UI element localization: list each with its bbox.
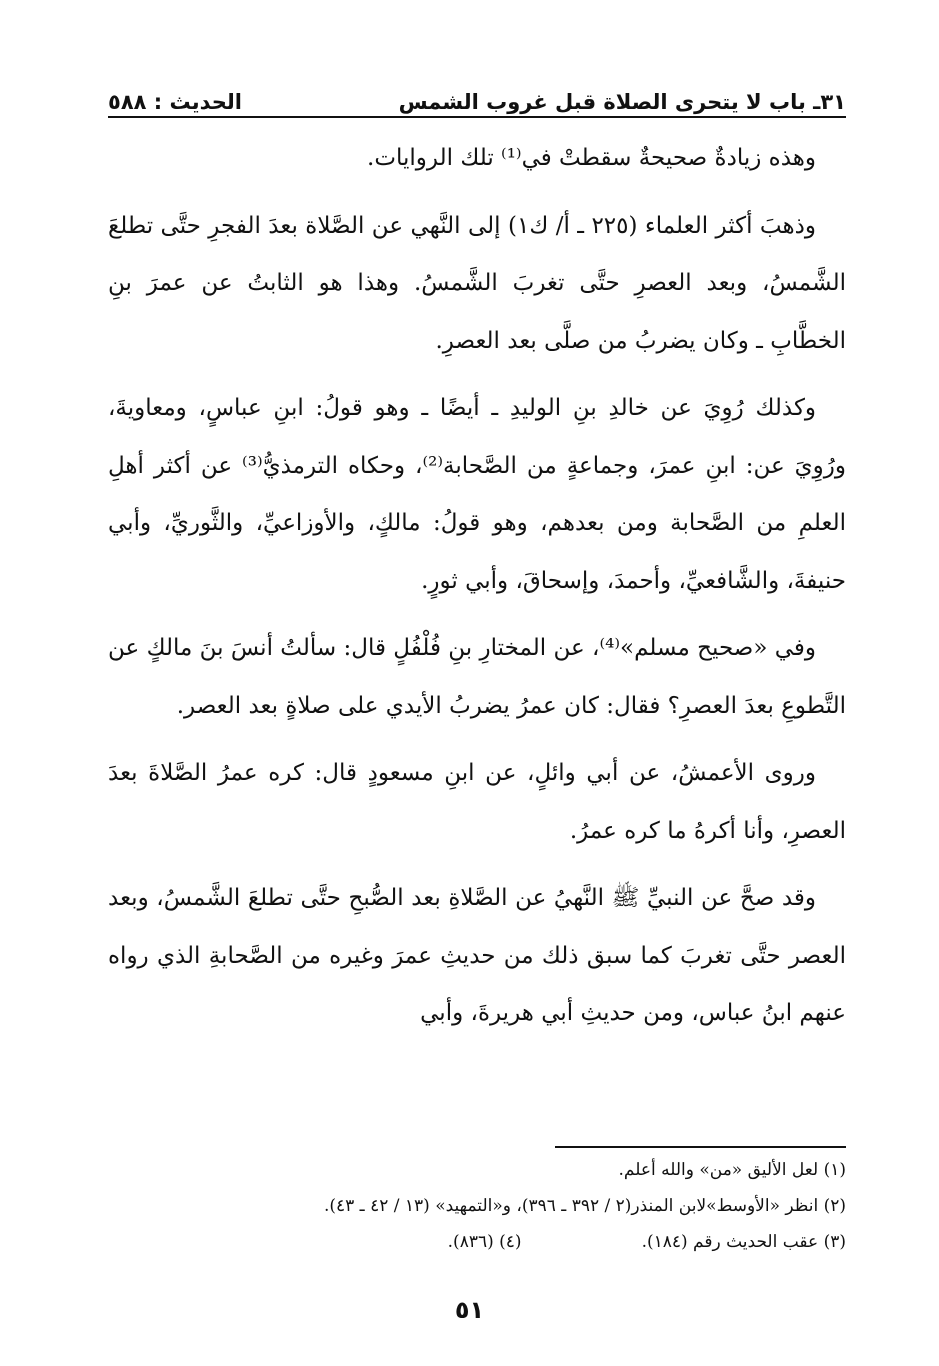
paragraph: وذهبَ أكثر العلماء (٢٢٥ ـ أ/ ك١) إلى النَّهي عن الصَّلاة بعدَ الفجرِ حتَّى تطلعَ الشَّمسُ، وبعد العصرِ حتَّى تغربَ الشَّمسُ. وهذا هو الثابتُ عن عمرَ بنِ الخطَّابِ ـ وكان يضربُ من صلَّى بعد العصرِ. (108, 212, 846, 354)
footnote-divider (555, 1146, 846, 1148)
main-text (108, 130, 846, 1043)
footnotes (108, 1152, 846, 1260)
running-header (108, 78, 846, 114)
header-divider (108, 116, 846, 118)
paragraph: وكذلك رُوِيَ عن خالدِ بنِ الوليدِ ـ أيضًا ـ وهو قولُ: ابنِ عباسٍ، ومعاويةَ، ورُوِيَ عن: ابنِ عمرَ، وجماعةٍ من الصَّحابة⁽²⁾، وحكاه الترمذيُّ⁽³⁾ عن أكثر أهلِ العلمِ من الصَّحابة ومن بعدهم، وهو قولُ: مالكٍ، والأوزاعيِّ، والثَّوريِّ، وأبي حنيفةَ، والشَّافعيِّ، وأحمدَ، وإسحاقَ، وأبي ثورٍ. (108, 395, 846, 594)
footnote-3: (٣) عقب الحديث رقم (١٨٤). (641, 1232, 846, 1252)
paragraph: وفي «صحيح مسلم»⁽⁴⁾، عن المختارِ بنِ فُلْفُلٍ قال: سألتُ أنسَ بنَ مالكٍ عن التَّطوعِ بعدَ العصرِ؟ فقال: كان عمرُ يضربُ الأيدي على صلاةٍ بعد العصر. (108, 635, 846, 719)
footnote-4: (٤) (٨٣٦). (447, 1232, 522, 1252)
paragraph: وقد صحَّ عن النبيِّ ﷺ النَّهيُ عن الصَّلاةِ بعد الصُّبحِ حتَّى تطلعَ الشَّمسُ، وبعد العصر حتَّى تغربَ كما سبق ذلك من حديثِ عمرَ وغيره من الصَّحابةِ الذي رواه عنهم ابنُ عباس، ومن حديثِ أبي هريرةَ، وأبي (108, 885, 846, 1026)
paragraph: وهذه زيادةٌ صحيحةٌ سقطتْ في⁽¹⁾ تلك الروايات. (367, 145, 816, 171)
paragraph: وروى الأعمشُ، عن أبي وائلٍ، عن ابنِ مسعودٍ قال: كره عمرُ الصَّلاةَ بعدَ العصرِ، وأنا أكرهُ ما كره عمرُ. (108, 760, 846, 844)
footnote-1: (١) لعل الأليق «من» والله أعلم. (618, 1160, 846, 1180)
chapter-title: ٣١ـ باب لا يتحرى الصلاة قبل غروب الشمس (398, 90, 846, 114)
hadith-number: الحديث : ٥٨٨ (108, 90, 242, 114)
footnote-2: (٢) انظر «الأوسط»لابن المنذر(٢ / ٣٩٢ ـ ٣٩٦)، و«التمهيد» (١٣ / ٤٢ ـ ٤٣). (323, 1196, 846, 1216)
page-number: ٥١ (454, 1296, 485, 1324)
footnote-row (108, 1224, 846, 1260)
